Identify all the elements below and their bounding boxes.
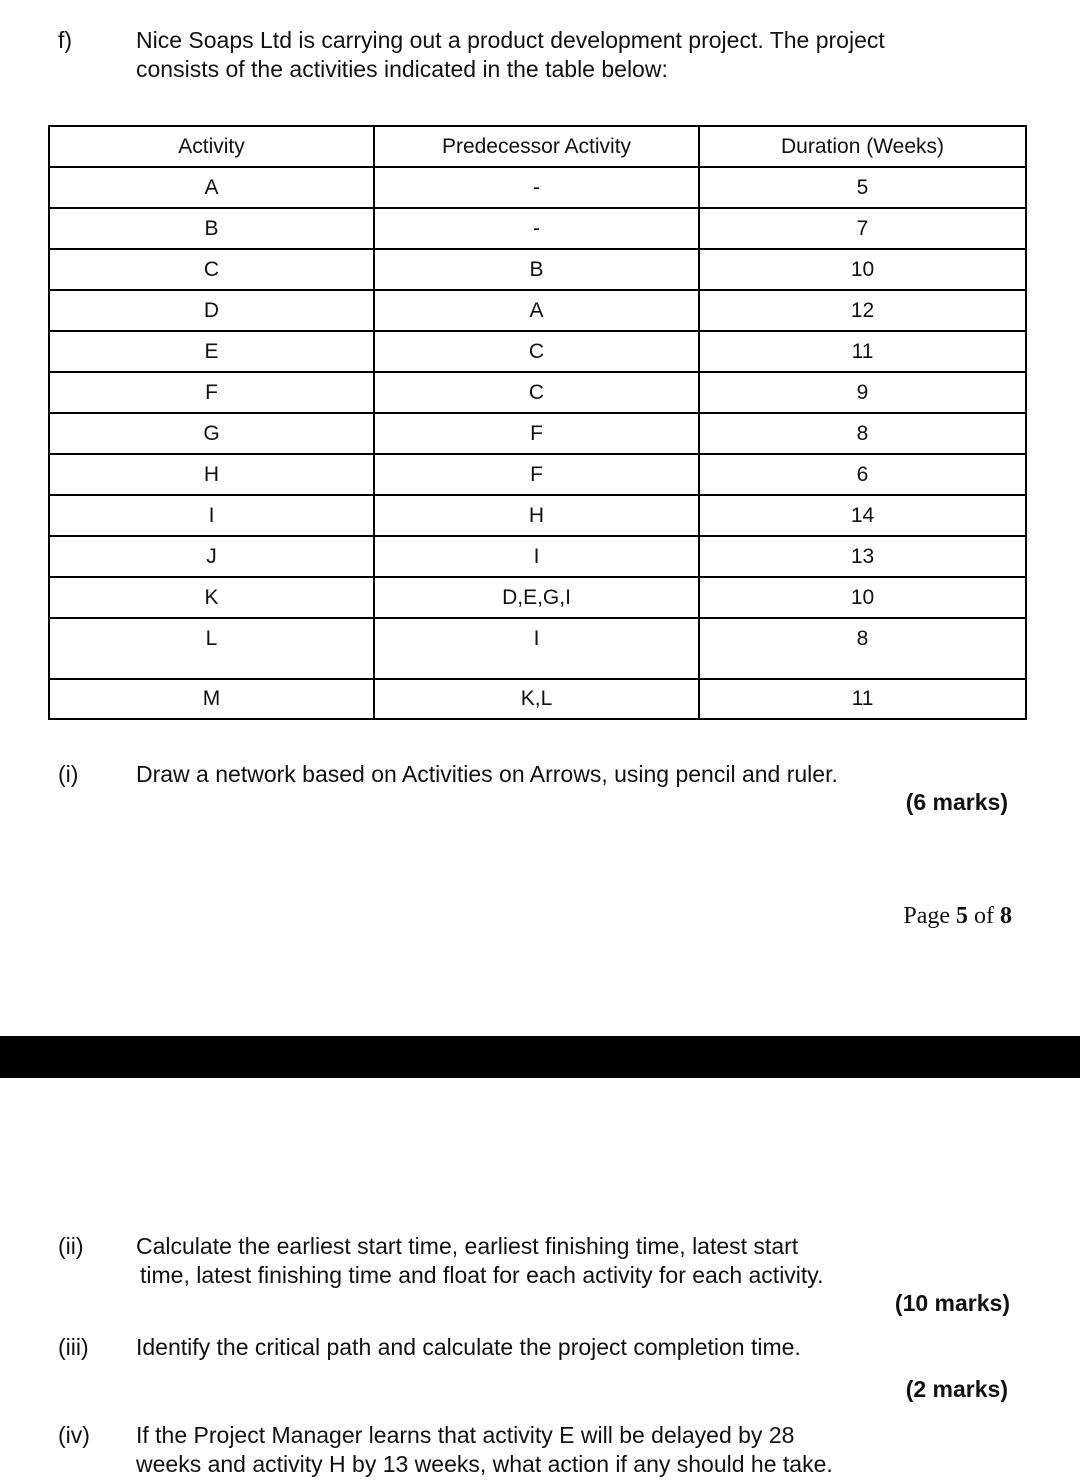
cell-activity: G <box>49 413 374 454</box>
header-predecessor: Predecessor Activity <box>374 126 699 167</box>
cell-activity: M <box>49 679 374 719</box>
part-iv-text-line2: weeks and activity H by 13 weeks, what action if any should he take. <box>136 1451 833 1477</box>
header-activity: Activity <box>49 126 374 167</box>
cell-duration: 9 <box>699 372 1026 413</box>
page-break-band <box>0 1036 1080 1078</box>
cell-predecessor: A <box>374 290 699 331</box>
table-row <box>49 208 1026 249</box>
cell-duration: 13 <box>699 536 1026 577</box>
cell-activity: E <box>49 331 374 372</box>
table-row <box>49 577 1026 618</box>
part-iv-text-line1: If the Project Manager learns that activity E will be delayed by 28 <box>136 1422 795 1448</box>
cell-activity: J <box>49 536 374 577</box>
part-iii-label: (iii) <box>58 1334 89 1360</box>
table-row <box>49 679 1026 719</box>
cell-activity: H <box>49 454 374 495</box>
cell-duration: 11 <box>699 331 1026 372</box>
cell-predecessor: B <box>374 249 699 290</box>
part-i-text: Draw a network based on Activities on Arrows, using pencil and ruler. <box>136 761 838 787</box>
table-row <box>49 536 1026 577</box>
table-row <box>49 495 1026 536</box>
cell-predecessor: C <box>374 331 699 372</box>
cell-duration: 11 <box>699 679 1026 719</box>
cell-predecessor: K,L <box>374 679 699 719</box>
cell-predecessor: I <box>374 536 699 577</box>
part-i-label: (i) <box>58 761 79 787</box>
cell-predecessor: F <box>374 454 699 495</box>
table-row <box>49 331 1026 372</box>
cell-predecessor: C <box>374 372 699 413</box>
cell-duration: 6 <box>699 454 1026 495</box>
part-ii-label: (ii) <box>58 1233 84 1259</box>
cell-duration: 8 <box>699 413 1026 454</box>
cell-activity: D <box>49 290 374 331</box>
cell-activity: C <box>49 249 374 290</box>
cell-predecessor: - <box>374 167 699 208</box>
cell-predecessor: - <box>374 208 699 249</box>
table-row <box>49 167 1026 208</box>
cell-duration: 7 <box>699 208 1026 249</box>
cell-predecessor: D,E,G,I <box>374 577 699 618</box>
part-i-marks: (6 marks) <box>905 789 1008 815</box>
table-row <box>49 372 1026 413</box>
part-iii-text: Identify the critical path and calculate the project completion time. <box>136 1334 801 1360</box>
part-iii-marks: (2 marks) <box>905 1376 1008 1402</box>
cell-activity: L <box>49 618 374 679</box>
table-row <box>49 618 1026 679</box>
part-ii-text-line2: time, latest finishing time and float for each activity for each activity. <box>140 1262 824 1288</box>
cell-duration: 12 <box>699 290 1026 331</box>
question-intro-line2: consists of the activities indicated in the table below: <box>136 56 668 82</box>
cell-activity: A <box>49 167 374 208</box>
cell-activity: K <box>49 577 374 618</box>
table-row <box>49 454 1026 495</box>
part-ii-text-line1: Calculate the earliest start time, earliest finishing time, latest start <box>136 1233 799 1259</box>
cell-activity: F <box>49 372 374 413</box>
cell-duration: 5 <box>699 167 1026 208</box>
header-duration: Duration (Weeks) <box>699 126 1026 167</box>
cell-activity: B <box>49 208 374 249</box>
cell-duration: 10 <box>699 249 1026 290</box>
cell-predecessor: H <box>374 495 699 536</box>
page-total: 8 <box>1000 903 1012 929</box>
table-row <box>49 249 1026 290</box>
table-header-row <box>49 126 1026 167</box>
question-intro-line1: Nice Soaps Ltd is carrying out a product development project. The project <box>136 27 885 53</box>
table-row <box>49 413 1026 454</box>
question-label: f) <box>58 27 73 53</box>
part-iv-label: (iv) <box>58 1422 90 1448</box>
page-number <box>903 903 1012 930</box>
cell-duration: 8 <box>699 618 1026 679</box>
page-word: Page <box>903 903 950 929</box>
cell-activity: I <box>49 495 374 536</box>
page-current: 5 <box>956 903 968 929</box>
page-of: of <box>974 903 994 929</box>
part-ii-marks: (10 marks) <box>894 1290 1010 1316</box>
cell-duration: 14 <box>699 495 1026 536</box>
cell-predecessor: I <box>374 618 699 679</box>
cell-duration: 10 <box>699 577 1026 618</box>
cell-predecessor: F <box>374 413 699 454</box>
activities-table <box>48 125 1027 720</box>
table-row <box>49 290 1026 331</box>
